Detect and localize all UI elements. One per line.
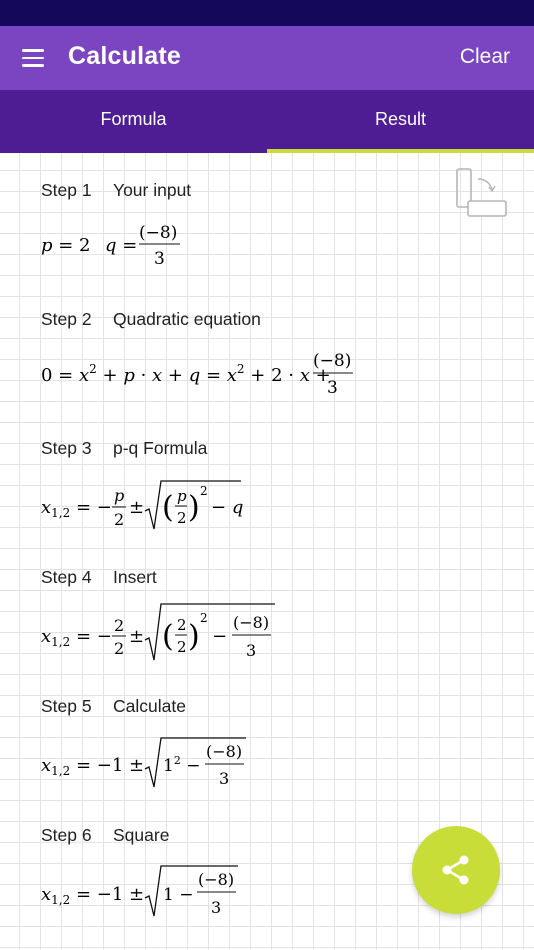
svg-text:p: p	[177, 487, 187, 505]
step-number: Step 2	[41, 309, 92, 329]
step-number: Step 3	[41, 438, 92, 458]
formula-quadratic	[41, 349, 371, 401]
svg-text:q =: q =	[105, 235, 138, 256]
svg-text:x1,2 = −: $x_{1,2}$ = −	[41, 626, 112, 649]
svg-text:− q: − q	[211, 497, 244, 518]
svg-text:2: 2	[114, 616, 125, 635]
svg-text:3: 3	[154, 249, 165, 269]
formula-calculate	[41, 733, 281, 789]
formula-calculate-svg	[41, 733, 281, 789]
menu-button[interactable]	[20, 46, 46, 70]
status-bar	[0, 0, 534, 26]
hamburger-menu-icon	[22, 49, 44, 52]
app-bar	[0, 26, 534, 90]
share-button[interactable]	[412, 826, 500, 914]
svg-text:0 = x2 + p · x + q = x2 + 2 ·: $0 = x^2 + p \cdot x + q = x^2 + 2 \cdot x$ +	[41, 362, 331, 386]
svg-text:1 −: 1 −	[163, 885, 194, 905]
svg-text:12 −: $1^2$ −	[163, 754, 201, 776]
svg-text:2: 2	[200, 611, 208, 625]
svg-text:2: 2	[114, 510, 125, 529]
svg-text:x1,2 = −1 ±: $x_{1,2} = -1$ ±	[41, 884, 145, 907]
formula-insert	[41, 600, 301, 664]
step-heading	[41, 825, 169, 846]
svg-text:x1,2 = −: $x_{1,2}$ = −	[41, 497, 112, 520]
step-heading	[41, 567, 157, 588]
svg-text:): )	[188, 619, 200, 654]
svg-text:(−8): (−8)	[233, 613, 270, 632]
step-title: Calculate	[113, 696, 186, 716]
step-heading	[41, 309, 261, 330]
svg-text:p = 2: p = 2	[41, 235, 91, 256]
clear-button[interactable]: Clear	[459, 45, 510, 68]
step-number: Step 5	[41, 696, 92, 716]
svg-text:−: −	[212, 626, 228, 647]
page-title: Calculate	[68, 42, 181, 70]
step-title: Square	[113, 825, 170, 845]
svg-text:(: (	[162, 619, 174, 654]
svg-text:3: 3	[211, 898, 222, 917]
step-number: Step 6	[41, 825, 92, 845]
formula-square-svg	[41, 860, 281, 918]
svg-text:): )	[188, 490, 200, 525]
tab-formula[interactable]: Formula	[100, 109, 167, 129]
step-heading	[41, 180, 191, 201]
step-heading	[41, 438, 207, 459]
hamburger-line	[22, 57, 44, 60]
share-icon	[440, 854, 472, 886]
step-number: Step 4	[41, 567, 92, 587]
svg-text:3: 3	[327, 378, 338, 398]
svg-text:3: 3	[219, 769, 230, 788]
formula-insert-svg	[41, 600, 301, 664]
step-title: Your input	[113, 180, 192, 200]
svg-text:2: 2	[177, 616, 187, 634]
tab-bar	[0, 90, 534, 153]
tab-result[interactable]: Result	[267, 90, 534, 153]
svg-text:(−8): (−8)	[206, 742, 243, 761]
step-title: Quadratic equation	[113, 309, 261, 329]
step-title: p-q Formula	[113, 438, 208, 458]
svg-text:±: ±	[129, 497, 145, 518]
formula-square	[41, 860, 281, 918]
step-title: Insert	[113, 567, 157, 587]
formula-input-svg	[41, 221, 241, 271]
svg-text:x1,2 = −1 ±: $x_{1,2} = -1$ ±	[41, 755, 145, 778]
formula-pq	[41, 475, 261, 533]
svg-text:3: 3	[246, 641, 257, 660]
formula-pq-svg	[41, 475, 261, 533]
svg-text:2: 2	[177, 638, 187, 656]
formula-quadratic-svg	[41, 349, 371, 401]
svg-text:(−8): (−8)	[139, 223, 178, 243]
svg-text:2: 2	[114, 639, 125, 658]
svg-text:(−8): (−8)	[313, 351, 352, 371]
svg-text:2: 2	[200, 484, 208, 498]
svg-text:p: p	[114, 486, 125, 505]
svg-text:±: ±	[129, 626, 145, 647]
formula-input	[41, 221, 241, 271]
svg-text:2: 2	[177, 509, 187, 527]
svg-text:(: (	[162, 490, 174, 525]
hamburger-line	[22, 64, 44, 67]
step-number: Step 1	[41, 180, 92, 200]
rotate-device-icon[interactable]	[454, 167, 510, 219]
svg-text:(−8): (−8)	[198, 870, 235, 889]
step-heading	[41, 696, 186, 717]
